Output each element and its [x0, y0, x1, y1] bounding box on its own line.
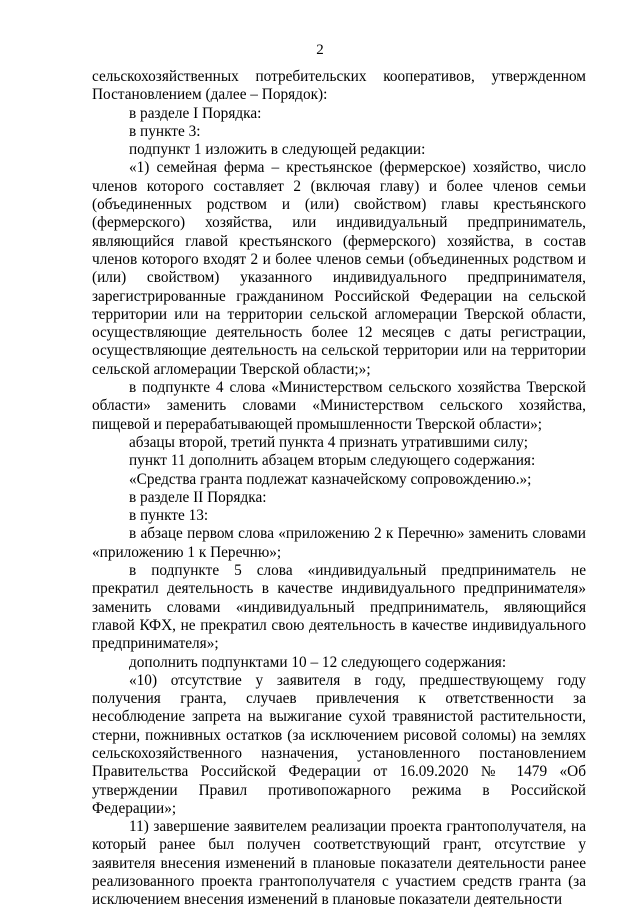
paragraph-2: в разделе I Порядка:: [129, 104, 262, 122]
paragraph-9: «Средства гранта подлежат казначейскому сопровождению.»;: [129, 470, 532, 488]
document-body: [92, 68, 586, 910]
paragraph-15: «10) отсутствие у заявителя в году, предшествующему году получения гранта, случаев привлечения к ответственности за несоблюдение запрета на выжигание сухой травянистой растительности, стерни, пожнивных остатков (за исключением рисовой соломы) на землях сельскохозяйственного назначения, установленного постановлением Правительства Российской Федерации от 16.09.2020 № 1479 «Об утверждении Правил противопожарного режима в Российской Федерации»;: [92, 671, 586, 817]
paragraph-7: абзацы второй, третий пункта 4 признать утратившими силу;: [129, 433, 528, 451]
paragraph-6: в подпункте 4 слова «Министерством сельского хозяйства Тверской области» заменить словами «Министерством сельского хозяйства, пищевой и перерабатывающей промышленности Тверской области»;: [92, 379, 586, 433]
paragraph-1: сельскохозяйственных потребительских кооперативов, утвержденном Постановлением (далее – Порядок):: [92, 68, 586, 104]
paragraph-5: «1) семейная ферма – крестьянское (фермерское) хозяйство, число членов которого составляет 2 (включая главу) и более членов семьи (объединенных родством и (или) свойством) главы крестьянского (фермерского) хозяйства, или индивидуальный предприниматель, являющийся главой крестьянского (фермерского) хозяйства, в состав членов которого входят 2 и более членов семьи (объединенных родством и (или) свойством) указанного индивидуального предпринимателя, зарегистрированные гражданином Российской Федерации на сельской территории или на территории сельской агломерации Тверской области, осуществляющие деятельность более 12 месяцев с даты регистрации, осуществляющие деятельность на сельской территории или на территории сельской агломерации Тверской области;»;: [92, 159, 586, 378]
paragraph-10: в разделе II Порядка:: [129, 488, 267, 506]
paragraph-4: подпункт 1 изложить в следующей редакции:: [129, 141, 426, 159]
paragraph-8: пункт 11 дополнить абзацем вторым следующего содержания:: [129, 452, 536, 470]
paragraph-16: 11) завершение заявителем реализации проекта грантополучателя, на который ранее был получен соответствующий грант, отсутствие у заявителя внесения изменений в плановые показатели деятельности ранее реализованного проекта грантополучателя с участием средств гранта (за исключением внесения изменений в плановые показатели деятельности: [92, 818, 586, 909]
paragraph-12: в абзаце первом слова «приложению 2 к Перечню» заменить словами «приложению 1 к Перечню»;: [92, 525, 586, 561]
paragraph-14: дополнить подпунктами 10 – 12 следующего содержания:: [129, 653, 507, 671]
page-number: 2: [316, 42, 324, 58]
paragraph-11: в пункте 13:: [129, 507, 209, 525]
paragraph-13: в подпункте 5 слова «индивидуальный предприниматель не прекратил деятельность в качестве индивидуального предпринимателя» заменить словами «индивидуальный предприниматель, являющийся главой КФХ, не прекратил свою деятельность в качестве индивидуального предпринимателя»;: [92, 562, 586, 653]
paragraph-3: в пункте 3:: [129, 122, 201, 140]
